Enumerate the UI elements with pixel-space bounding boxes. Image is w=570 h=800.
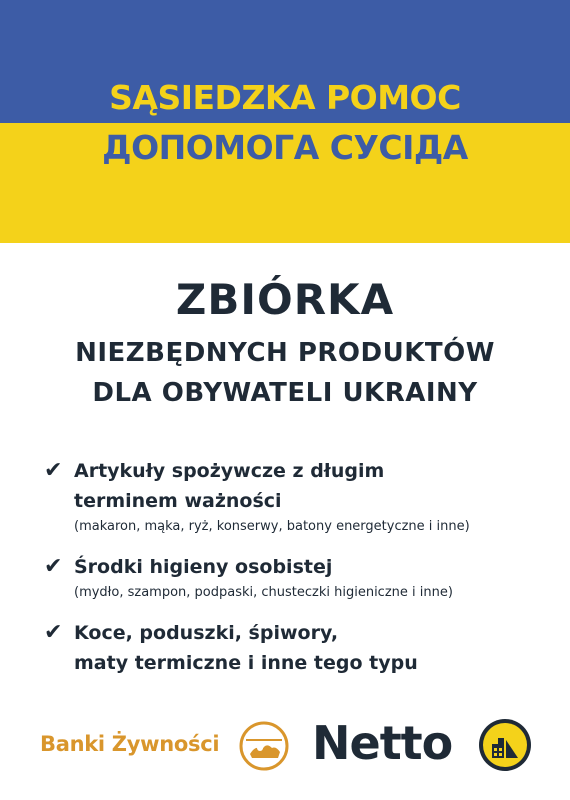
footer-logos: [0, 712, 570, 782]
title-main: ZBIÓRKA: [175, 275, 395, 324]
list-item: [44, 618, 544, 678]
checkmark-icon: ✔: [44, 620, 63, 645]
netto-label: Netto: [312, 716, 453, 770]
list-item: [44, 552, 544, 604]
list-item: [44, 456, 544, 538]
checkmark-icon: ✔: [44, 458, 63, 483]
item-heading-line: maty termiczne i inne tego typu: [74, 652, 418, 674]
headline-ukrainian: ДОПОМОГА СУСІДА: [102, 128, 468, 167]
banki-zywnosci-logo-icon: [238, 720, 290, 772]
title-line-2: NIEZBĘDNYCH PRODUKTÓW: [75, 338, 495, 368]
item-heading-line: Artykuły spożywcze z długim: [74, 460, 385, 482]
item-note: (makaron, mąka, ryż, konserwy, batony energetyczne i inne): [74, 519, 470, 534]
title-line-3: DLA OBYWATELI UKRAINY: [92, 378, 478, 408]
item-note: (mydło, szampon, podpaski, chusteczki higieniczne i inne): [74, 585, 453, 600]
netto-logo-icon: [478, 718, 532, 772]
headline-polish: SĄSIEDZKA POMOC: [109, 78, 461, 117]
item-heading-line: Koce, poduszki, śpiwory,: [74, 622, 339, 644]
item-heading-line: Środki higieny osobistej: [74, 556, 333, 578]
banki-zywnosci-label: Banki Żywności: [40, 732, 220, 756]
items-list: [44, 456, 544, 692]
item-heading-line: terminem ważności: [74, 490, 282, 512]
checkmark-icon: ✔: [44, 554, 63, 579]
